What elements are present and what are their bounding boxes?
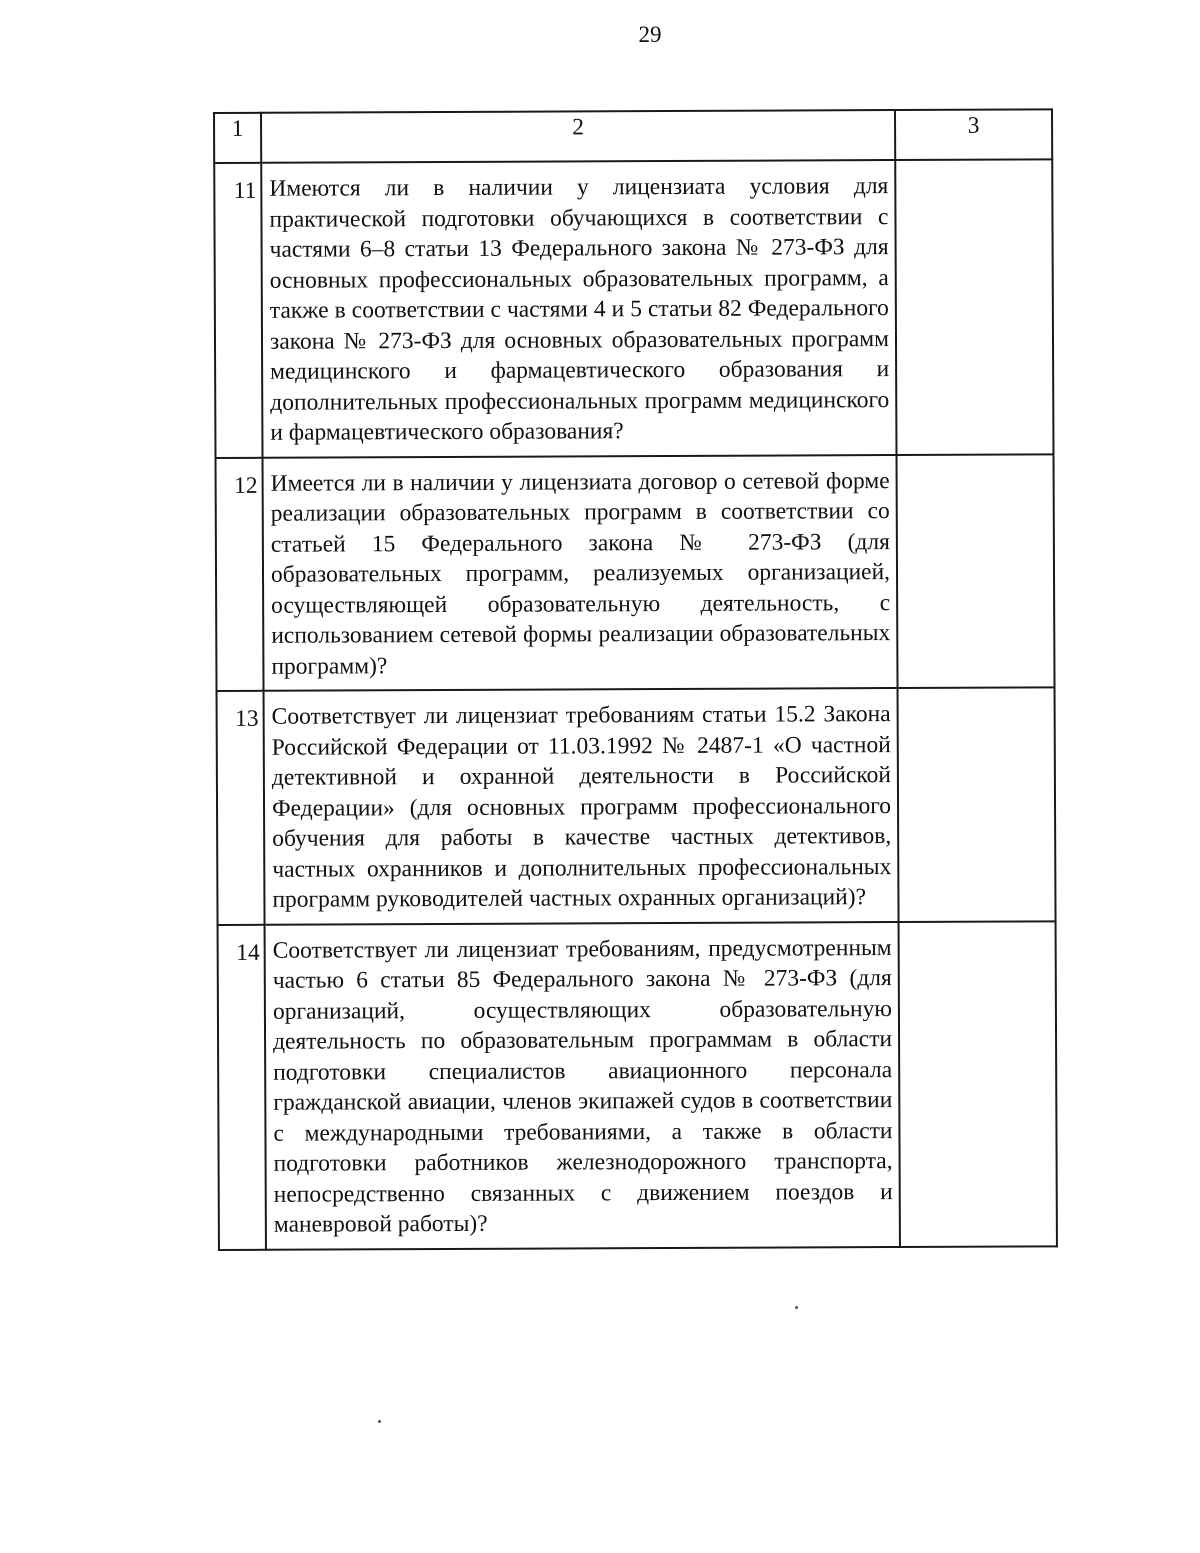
scan-speck bbox=[378, 1420, 381, 1423]
row-answer-cell[interactable] bbox=[899, 921, 1057, 1247]
row-number: 14 bbox=[218, 924, 266, 1249]
table-row bbox=[214, 159, 1053, 457]
row-answer-cell[interactable] bbox=[897, 454, 1055, 688]
checklist-table bbox=[213, 108, 1058, 1250]
row-answer-cell[interactable] bbox=[898, 687, 1056, 921]
header-cell-answer: 3 bbox=[895, 109, 1052, 160]
table-row bbox=[216, 454, 1055, 691]
scan-speck bbox=[795, 1306, 798, 1309]
row-question-text: Соответствует ли лицензиат требованиям, предусмотренным частью 6 статьи 85 Федерального закона № 273-ФЗ (для организаций, осуществляющих образовательную деятельность по образовательным программам в области подготовки специалистов авиационного персонала гражданской авиации, членов экипажей судов в соответствии с международными требованиями, а также в области подготовки работников железнодорожного транспорта, непосредственно связанных с движением поездов и маневровой работы)? bbox=[265, 922, 900, 1250]
table-row bbox=[218, 921, 1057, 1250]
row-question-text: Имеются ли в наличии у лицензиата условия для практической подготовки обучающихся в соответствии с частями 6–8 статьи 13 Федерального закона № 273-ФЗ для основных профессиональных образовательных программ, а также в соответствии с частями 4 и 5 статьи 82 Федерального закона № 273-ФЗ для основных образовательных программ медицинского и фармацевтического образования и дополнительных профессиональных программ медицинского и фармацевтического образования? bbox=[261, 160, 896, 457]
row-number: 13 bbox=[217, 691, 265, 925]
table-row bbox=[217, 687, 1056, 924]
row-number: 11 bbox=[214, 163, 262, 458]
row-answer-cell[interactable] bbox=[895, 159, 1053, 454]
header-cell-number: 1 bbox=[214, 113, 261, 163]
row-question-text: Имеется ли в наличии у лицензиата договор о сетевой форме реализации образовательных программ в соответствии со статьей 15 Федерального закона № 273-ФЗ (для образовательных программ, реализуемых организацией, осуществляющей образовательную деятельность, с использованием сетевой формы реализации образовательных программ)? bbox=[263, 455, 898, 691]
header-cell-question: 2 bbox=[261, 110, 895, 163]
page-number: 29 bbox=[638, 22, 662, 47]
table-header-row bbox=[214, 109, 1052, 163]
row-question-text: Соответствует ли лицензиат требованиям статьи 15.2 Закона Российской Федерации от 11.03.1992 № 2487-1 «О частной детективной и охранной деятельности в Российской Федерации» (для основных программ профессионального обучения для работы в качестве частных детективов, частных охранников и дополнительных профессиональных программ руководителей частных охранных организаций)? bbox=[264, 688, 899, 924]
row-number: 12 bbox=[216, 457, 264, 691]
